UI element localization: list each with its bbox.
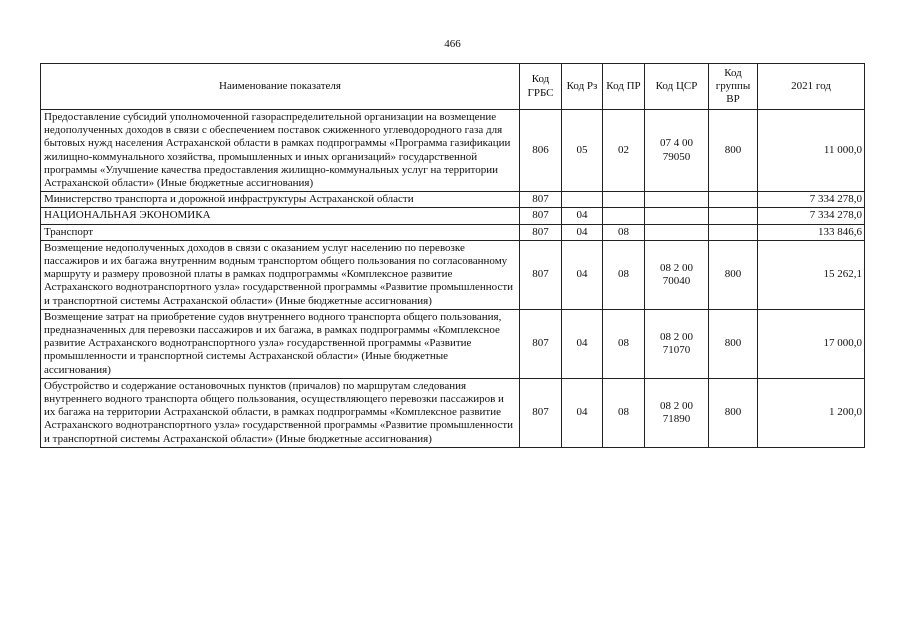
row-vr: 800 <box>709 110 758 192</box>
table-row <box>41 378 865 447</box>
row-csr: 08 2 00 70040 <box>645 240 709 309</box>
row-pr <box>603 208 645 224</box>
row-name: Возмещение недополученных доходов в связи с оказанием услуг населению по перевозке пассажиров и их багажа внутренним водным транспортом общего пользования по согласованному маршруту и размеру провозной платы в рамках подпрограммы «Комплексное развитие Астраханского воднотранспортного узла» государственной программы «Развитие промышленности и транспортной системы Астраханской области» (Иные бюджетные ассигнования) <box>41 240 520 309</box>
row-pr: 02 <box>603 110 645 192</box>
row-amount: 1 200,0 <box>758 378 865 447</box>
row-rz: 04 <box>562 240 603 309</box>
table-row <box>41 240 865 309</box>
row-vr: 800 <box>709 309 758 378</box>
row-amount: 7 334 278,0 <box>758 208 865 224</box>
row-rz: 04 <box>562 378 603 447</box>
table-row <box>41 110 865 192</box>
row-grbs: 807 <box>520 240 562 309</box>
header-pr: Код ПР <box>603 64 645 110</box>
row-csr <box>645 208 709 224</box>
row-name: Предоставление субсидий уполномоченной газораспределительной организации на возмещение недополученных доходов в связи с обеспечением поставок сжиженного углеводородного газа для бытовых нужд населения Астраханской области в рамках подпрограммы «Программа газификации жилищно-коммунального хозяйства, промышленных и иных организаций» государственной программы «Улучшение качества предоставления жилищно-коммунальных услуг на территории Астраханской области» (Иные бюджетные ассигнования) <box>41 110 520 192</box>
header-name: Наименование показателя <box>41 64 520 110</box>
row-rz <box>562 192 603 208</box>
row-csr: 08 2 00 71890 <box>645 378 709 447</box>
row-name: Обустройство и содержание остановочных пунктов (причалов) по маршрутам следования внутреннего водного транспорта общего пользования, осуществляющего перевозки пассажиров и их багажа на территории Астраханской области, в рамках подпрограммы «Комплексное развитие Астраханского воднотранспортного узла» государственной программы «Развитие промышленности и транспортной системы Астраханской области» (Иные бюджетные ассигнования) <box>41 378 520 447</box>
row-vr <box>709 224 758 240</box>
row-amount: 17 000,0 <box>758 309 865 378</box>
row-amount: 133 846,6 <box>758 224 865 240</box>
page-number: 466 <box>444 38 461 50</box>
row-grbs: 807 <box>520 224 562 240</box>
header-csr: Код ЦСР <box>645 64 709 110</box>
row-vr: 800 <box>709 240 758 309</box>
row-name: НАЦИОНАЛЬНАЯ ЭКОНОМИКА <box>41 208 520 224</box>
row-pr <box>603 192 645 208</box>
row-grbs: 807 <box>520 309 562 378</box>
header-amount: 2021 год <box>758 64 865 110</box>
row-grbs: 807 <box>520 192 562 208</box>
row-vr <box>709 208 758 224</box>
row-pr: 08 <box>603 309 645 378</box>
row-grbs: 807 <box>520 208 562 224</box>
row-amount: 7 334 278,0 <box>758 192 865 208</box>
row-vr <box>709 192 758 208</box>
row-grbs: 806 <box>520 110 562 192</box>
row-csr <box>645 224 709 240</box>
row-pr: 08 <box>603 240 645 309</box>
row-amount: 15 262,1 <box>758 240 865 309</box>
row-vr: 800 <box>709 378 758 447</box>
table-row <box>41 309 865 378</box>
row-rz: 04 <box>562 309 603 378</box>
header-rz: Код Рз <box>562 64 603 110</box>
table-row <box>41 208 865 224</box>
row-name: Возмещение затрат на приобретение судов внутреннего водного транспорта общего пользования, предназначенных для перевозки пассажиров и их багажа, в рамках подпрограммы «Комплексное развитие Астраханского воднотранспортного узла» государственной программы «Развитие промышленности и транспортной системы Астраханской области» (Иные бюджетные ассигнования) <box>41 309 520 378</box>
table-row <box>41 192 865 208</box>
budget-table <box>40 63 865 448</box>
header-grbs: Код ГРБС <box>520 64 562 110</box>
header-vr: Код группы ВР <box>709 64 758 110</box>
row-csr: 08 2 00 71070 <box>645 309 709 378</box>
row-pr: 08 <box>603 224 645 240</box>
row-csr: 07 4 00 79050 <box>645 110 709 192</box>
row-name: Министерство транспорта и дорожной инфраструктуры Астраханской области <box>41 192 520 208</box>
row-grbs: 807 <box>520 378 562 447</box>
table-header-row <box>41 64 865 110</box>
table-row <box>41 224 865 240</box>
row-pr: 08 <box>603 378 645 447</box>
row-rz: 04 <box>562 224 603 240</box>
row-amount: 11 000,0 <box>758 110 865 192</box>
row-name: Транспорт <box>41 224 520 240</box>
row-rz: 05 <box>562 110 603 192</box>
row-rz: 04 <box>562 208 603 224</box>
row-csr <box>645 192 709 208</box>
